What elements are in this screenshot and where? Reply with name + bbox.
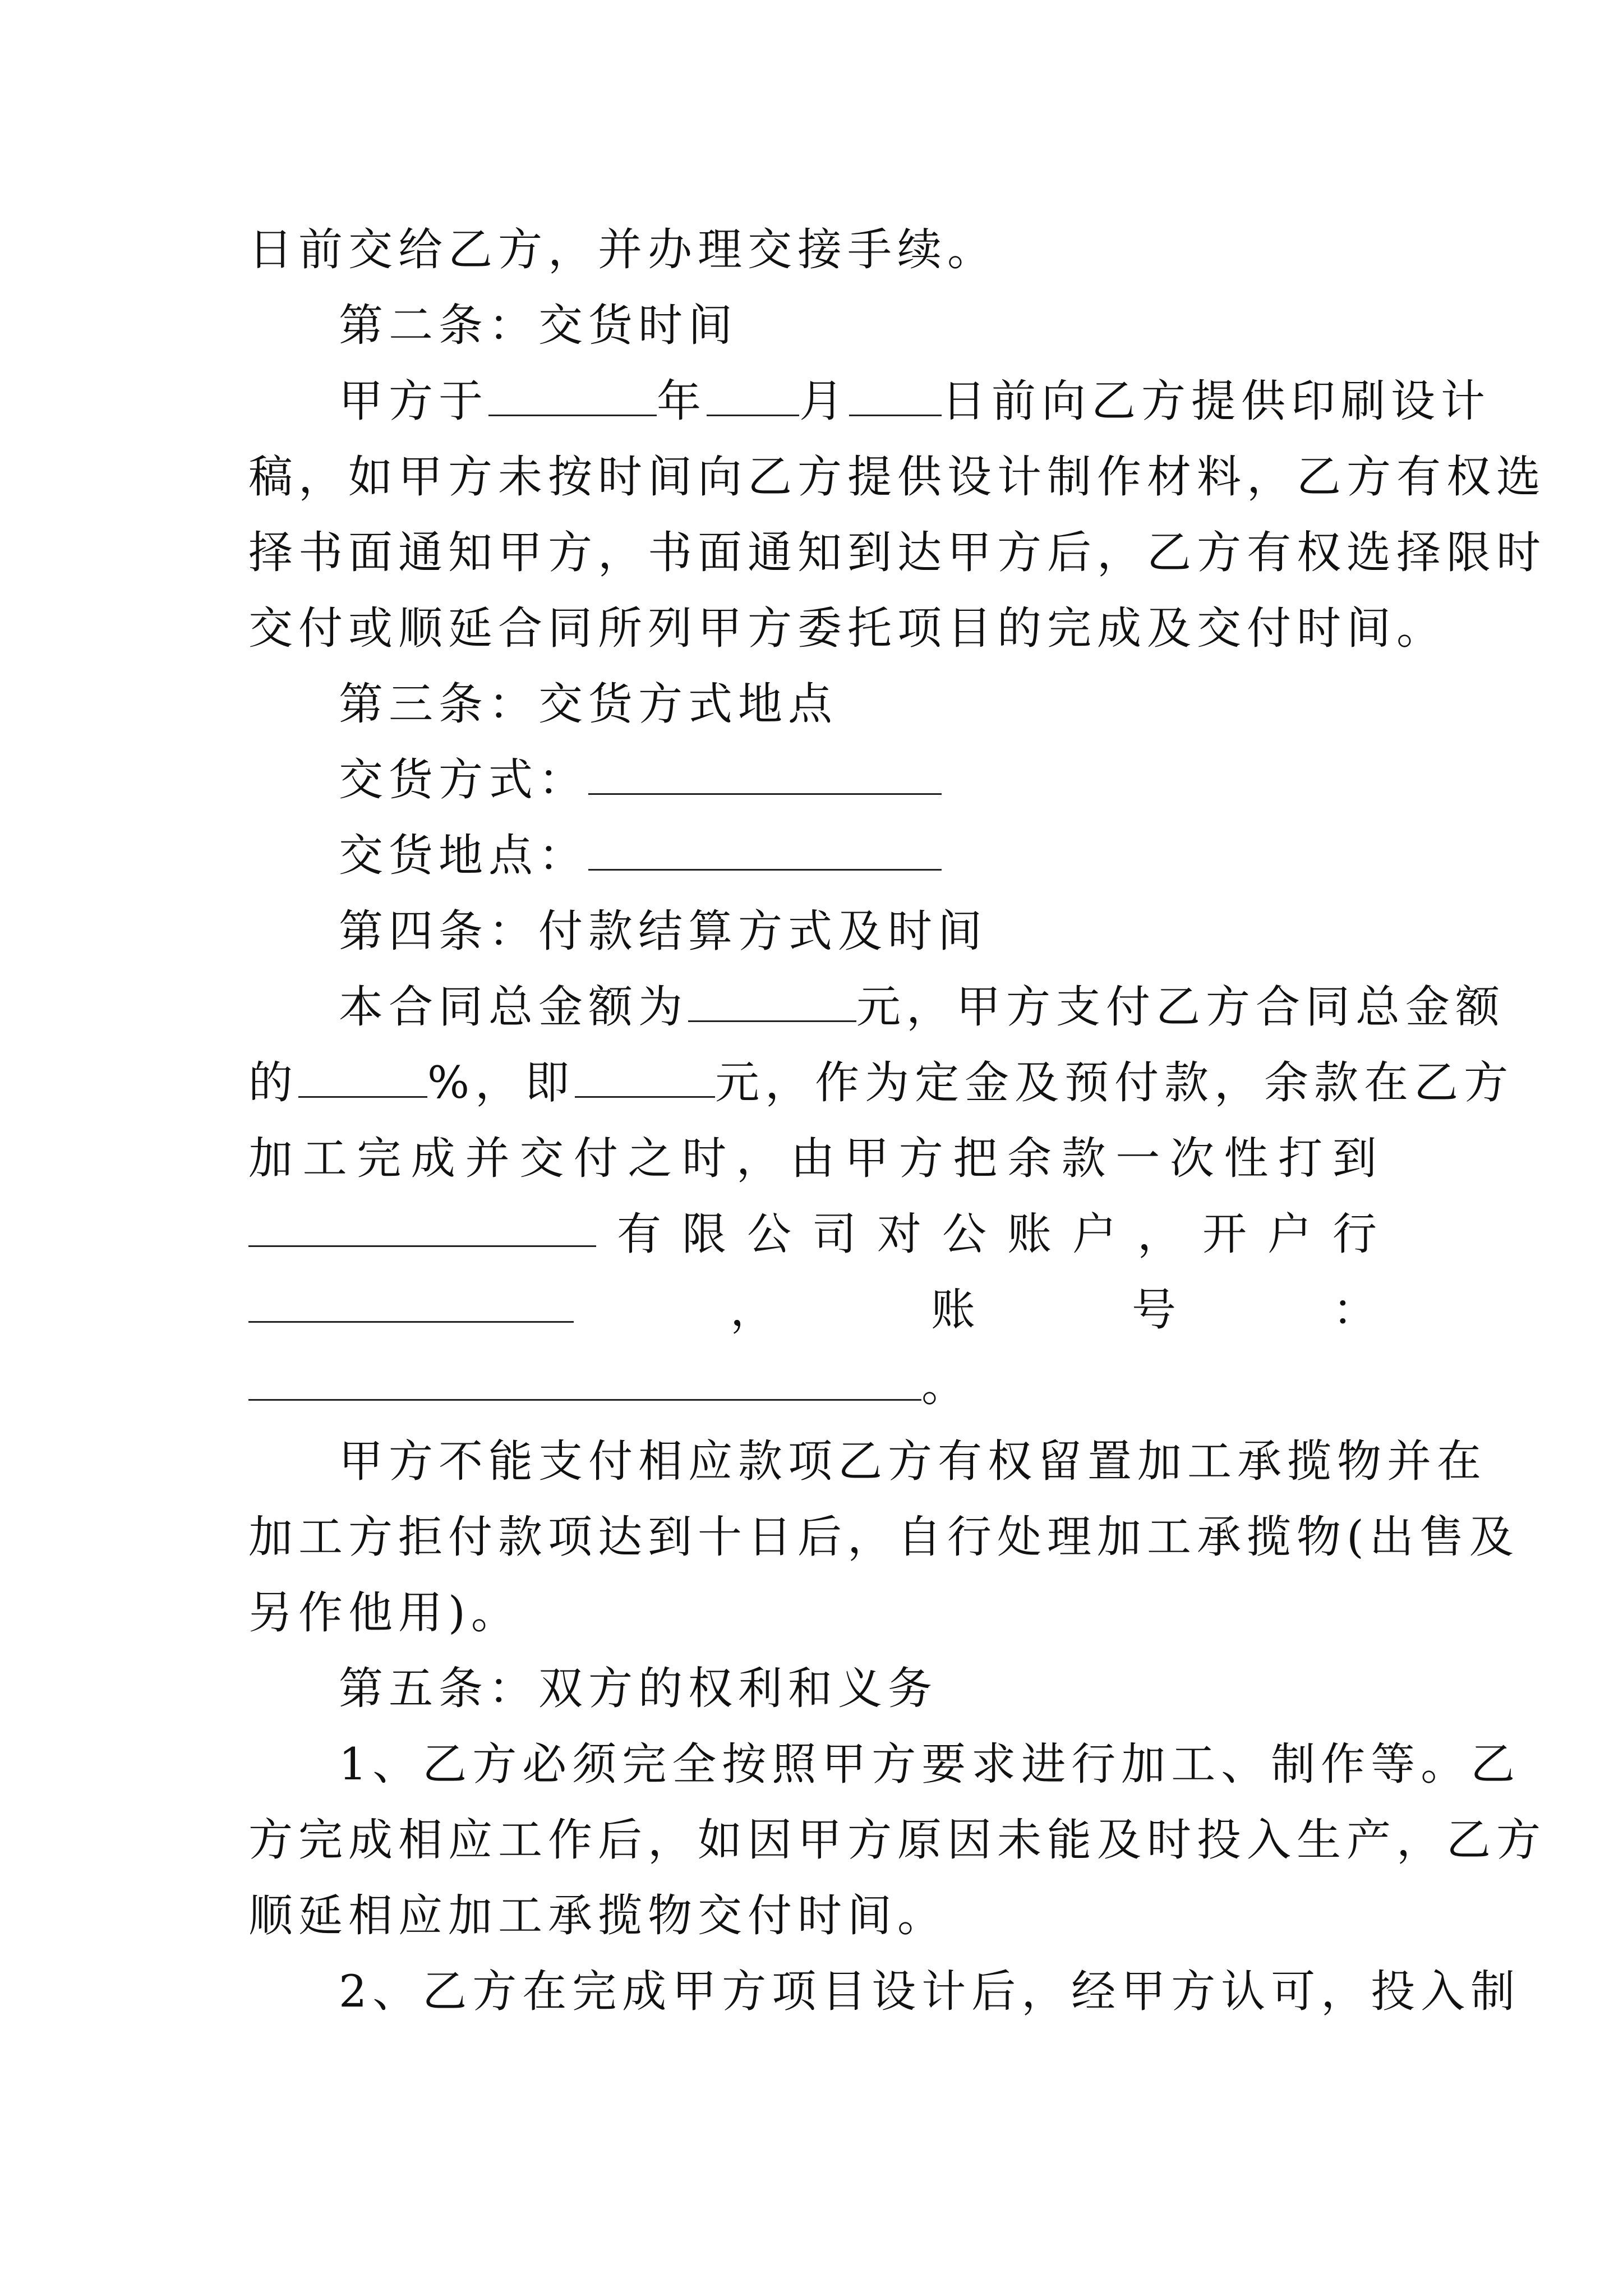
char: 有	[617, 1208, 661, 1260]
char: 行	[1332, 1208, 1377, 1260]
char: ：	[1332, 1284, 1377, 1336]
text-line	[339, 979, 1505, 1035]
char: 公	[747, 1208, 791, 1260]
char: 方	[898, 1133, 943, 1184]
article-heading: 第五条：双方的权利和义务	[339, 1663, 938, 1714]
text-fragment: 。	[921, 1360, 971, 1411]
char: 并	[465, 1133, 510, 1184]
text-line	[248, 1055, 1514, 1111]
char: 司	[812, 1208, 856, 1260]
text-fragment: 交货方式：	[339, 754, 588, 806]
char: 账	[931, 1284, 975, 1336]
text-line: 2、乙方在完成甲方项目设计后，经甲方认可，投入制	[339, 1966, 1521, 2017]
fill-blank	[688, 981, 856, 1022]
fill-blank	[588, 754, 942, 795]
char: 次	[1169, 1133, 1214, 1184]
text-fragment: 年	[657, 375, 707, 427]
char: 甲	[845, 1133, 889, 1184]
char: 把	[953, 1133, 998, 1184]
text-fragment: 的	[248, 1057, 298, 1108]
fill-blank	[488, 375, 657, 416]
article-heading: 第三条：交货方式地点	[339, 678, 838, 730]
fill-blank	[588, 830, 942, 871]
text-line	[248, 1282, 1377, 1338]
text-line: 加工方拒付款项达到十日后，自行处理加工承揽物(出售及	[248, 1511, 1519, 1563]
char: 余	[1007, 1133, 1052, 1184]
text-fragment: 本合同总金额为	[339, 981, 688, 1033]
text-fragment: 月	[799, 375, 849, 427]
char: 开	[1202, 1208, 1247, 1260]
text-line: 交付或顺延合同所列甲方委托项目的完成及交付时间。	[248, 602, 1446, 654]
text-fragment: 元，作为定金及预付款，余款在乙方	[715, 1057, 1514, 1108]
text-line: 日前交给乙方，并办理交接手续。	[248, 224, 997, 275]
fill-blank	[248, 1360, 921, 1401]
char: 限	[682, 1208, 726, 1260]
text-line	[339, 827, 1377, 884]
text-line: 另作他用)。	[248, 1587, 521, 1639]
char: 性	[1224, 1133, 1269, 1184]
text-fragment: 日前向乙方提供印刷设计	[942, 375, 1491, 427]
char: ，	[730, 1284, 774, 1336]
text-line	[248, 1130, 1377, 1186]
fill-blank	[298, 1057, 427, 1098]
text-fragment: 元，甲方支付乙方合同总金额	[856, 981, 1505, 1033]
char: 对	[877, 1208, 921, 1260]
char: 加	[248, 1133, 293, 1184]
text-line: 1、乙方必须完全按照甲方要求进行加工、制作等。乙	[339, 1738, 1521, 1790]
text-line: 稿，如甲方未按时间向乙方提供设计制作材料，乙方有权选	[248, 451, 1546, 503]
fill-blank	[707, 375, 799, 416]
text-line: 方完成相应工作后，如因甲方原因未能及时投入生产，乙方	[248, 1814, 1546, 1866]
fill-blank	[849, 375, 942, 416]
text-line: 甲方不能支付相应款项乙方有权留置加工承揽物并在	[339, 1435, 1487, 1487]
text-fragment: 甲方于	[339, 375, 488, 427]
char: 交	[519, 1133, 564, 1184]
text-line	[248, 1206, 1377, 1262]
char: 由	[790, 1133, 835, 1184]
char: 之	[628, 1133, 672, 1184]
char: 公	[942, 1208, 986, 1260]
char: 号	[1132, 1284, 1176, 1336]
text-fragment: 交货地点：	[339, 830, 588, 881]
article-heading: 第二条：交货时间	[339, 300, 738, 351]
char: 付	[573, 1133, 618, 1184]
fill-blank	[575, 1057, 715, 1098]
fill-blank	[248, 1206, 596, 1247]
char: ，	[1137, 1208, 1182, 1260]
char: 时	[682, 1133, 727, 1184]
text-line: 顺延相应加工承揽物交付时间。	[248, 1890, 947, 1941]
char: 户	[1267, 1208, 1312, 1260]
char: 款	[1061, 1133, 1106, 1184]
fill-blank	[248, 1282, 574, 1323]
char: 户	[1072, 1208, 1117, 1260]
char: ，	[736, 1133, 781, 1184]
char: 打	[1278, 1133, 1323, 1184]
char: 工	[302, 1133, 347, 1184]
char: 到	[1332, 1133, 1377, 1184]
char: 成	[411, 1133, 455, 1184]
char: 账	[1007, 1208, 1052, 1260]
article-heading: 第四条：付款结算方式及时间	[339, 905, 988, 957]
text-fragment: %，即	[427, 1057, 575, 1108]
char: 完	[357, 1133, 402, 1184]
text-line	[248, 1358, 1377, 1414]
text-line	[339, 752, 1377, 808]
text-line: 择书面通知甲方，书面通知到达甲方后，乙方有权选择限时	[248, 527, 1546, 578]
text-line	[339, 373, 1491, 429]
char: 一	[1115, 1133, 1160, 1184]
